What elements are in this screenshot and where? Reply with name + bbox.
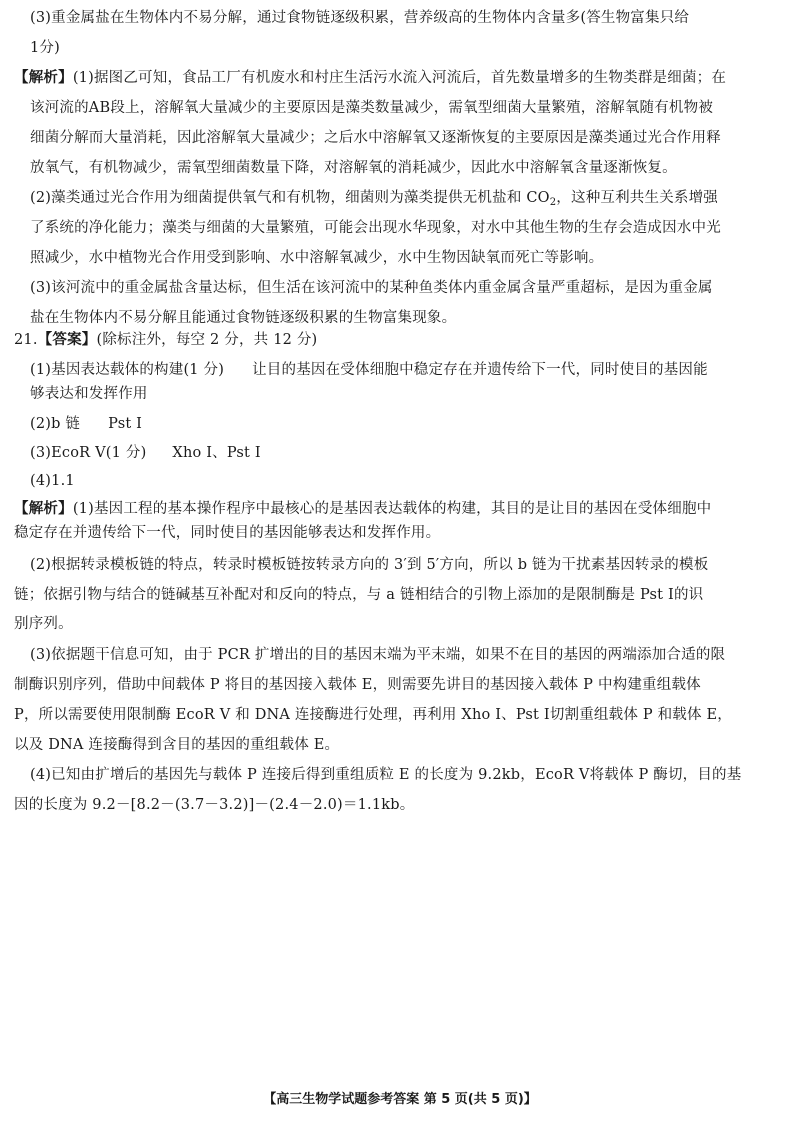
q21-analysis-3-line-3: P，所以需要使用限制酶 EcoR Ⅴ 和 DNA 连接酶进行处理，再利用 Xho Ⅰ、Pst Ⅰ切割重组载体 P 和载体 E， xyxy=(14,707,732,723)
q21-analysis-2-line-3: 别序列。 xyxy=(14,616,73,632)
q21-analysis-4-line-1: (4)已知由扩增后的基因先与载体 P 连接后得到重组质粒 E 的长度为 9.2kb，EcoR Ⅴ将载体 P 酶切，目的基 xyxy=(30,767,742,783)
q20-analysis-1-line-1: 【解析】(1)据图乙可知，食品工厂有机废水和村庄生活污水流入河流后，首先数量增多的生物类群是细菌；在 xyxy=(14,69,727,86)
q21-analysis-1-line-1: 【解析】(1)基因工程的基本操作程序中最核心的是基因表达载体的构建，其目的是让目的基因在受体细胞中 xyxy=(14,500,712,517)
q21-answer-1-line-1: (1)基因表达载体的构建(1 分) 让目的基因在受体细胞中稳定存在并遗传给下一代，同时使目的基因能 xyxy=(30,362,708,378)
q21-analysis-3-line-2: 制酶识别序列，借助中间载体 P 将目的基因接入载体 E，则需要先讲目的基因接入载体 P 中构建重组载体 xyxy=(14,677,701,693)
q20-analysis-2-line-3: 照减少，水中植物光合作用受到影响、水中溶解氧减少，水中生物因缺氧而死亡等影响。 xyxy=(30,250,604,266)
answer-tag: 【答案】 xyxy=(37,331,97,348)
q21-analysis-4-line-2: 因的长度为 9.2－[8.2－(3.7－3.2)]－(2.4－2.0)＝1.1kb。 xyxy=(14,797,415,813)
q20-analysis-1-line-2: 该河流的AB段上，溶解氧大量减少的主要原因是藻类数量减少，需氧型细菌大量繁殖，溶解氧随有机物被 xyxy=(30,100,714,116)
question-number: 21. xyxy=(14,332,38,348)
q20-analysis-1-line-3: 细菌分解而大量消耗，因此溶解氧大量减少；之后水中溶解氧又逐渐恢复的主要原因是藻类通过光合作用释 xyxy=(30,130,721,146)
analysis-tag: 【解析】 xyxy=(14,69,73,86)
q21-answer-4: (4)1.1 xyxy=(30,473,75,489)
q21-answer-3: (3)EcoR Ⅴ(1 分) Xho Ⅰ、Pst Ⅰ xyxy=(30,445,261,461)
q20-analysis-1-line-4: 放氧气，有机物减少，需氧型细菌数量下降，对溶解氧的消耗减少，因此水中溶解氧含量逐渐恢复。 xyxy=(30,160,677,176)
q20-analysis-2-line-2: 了系统的净化能力；藻类与细菌的大量繁殖，可能会出现水华现象，对水中其他生物的生存会造成因水中光 xyxy=(30,220,721,236)
q20-answer-3-line-2: 1分) xyxy=(30,40,60,56)
q20-analysis-2-line-1: (2)藻类通过光合作用为细菌提供氧气和有机物，细菌则为藻类提供无机盐和 $CO_2$，这种互利共生关系增强 xyxy=(30,190,718,208)
q21-analysis-2-line-2: 链；依据引物与结合的链碱基互补配对和反向的特点，与 a 链相结合的引物上添加的是限制酶是 Pst Ⅰ的识 xyxy=(14,587,704,603)
q21-analysis-1-line-2: 稳定存在并遗传给下一代，同时使目的基因能够表达和发挥作用。 xyxy=(14,525,441,541)
q21-answer-1-line-2: 够表达和发挥作用 xyxy=(30,386,148,402)
q20-answer-3-line-1: (3)重金属盐在生物体内不易分解，通过食物链逐级积累，营养级高的生物体内含量多(答生物富集只给 xyxy=(30,10,690,26)
q21-analysis-2-line-1: (2)根据转录模板链的特点，转录时模板链按转录方向的 3′到 5′方向，所以 b 链为干扰素基因转录的模板 xyxy=(30,557,709,573)
answer-note: (除标注外，每空 2 分，共 12 分) xyxy=(96,332,318,348)
q21-answer-2: (2)b 链 Pst Ⅰ xyxy=(30,416,143,432)
q21-answer-header xyxy=(14,330,762,350)
page-footer: 【高三生物学试题参考答案 第 5 页(共 5 页)】 xyxy=(263,1092,537,1107)
analysis-tag: 【解析】 xyxy=(14,500,73,517)
q20-analysis-3-line-2: 盐在生物体内不易分解且能通过食物链逐级积累的生物富集现象。 xyxy=(30,310,457,326)
q20-analysis-3-line-1: (3)该河流中的重金属盐含量达标，但生活在该河流中的某种鱼类体内重金属含量严重超标，是因为重金属 xyxy=(30,280,713,296)
q21-analysis-3-line-4: 以及 DNA 连接酶得到含目的基因的重组载体 E。 xyxy=(14,737,340,753)
q21-analysis-3-line-1: (3)依据题干信息可知，由于 PCR 扩增出的目的基因末端为平末端，如果不在目的基因的两端添加合适的限 xyxy=(30,647,726,663)
